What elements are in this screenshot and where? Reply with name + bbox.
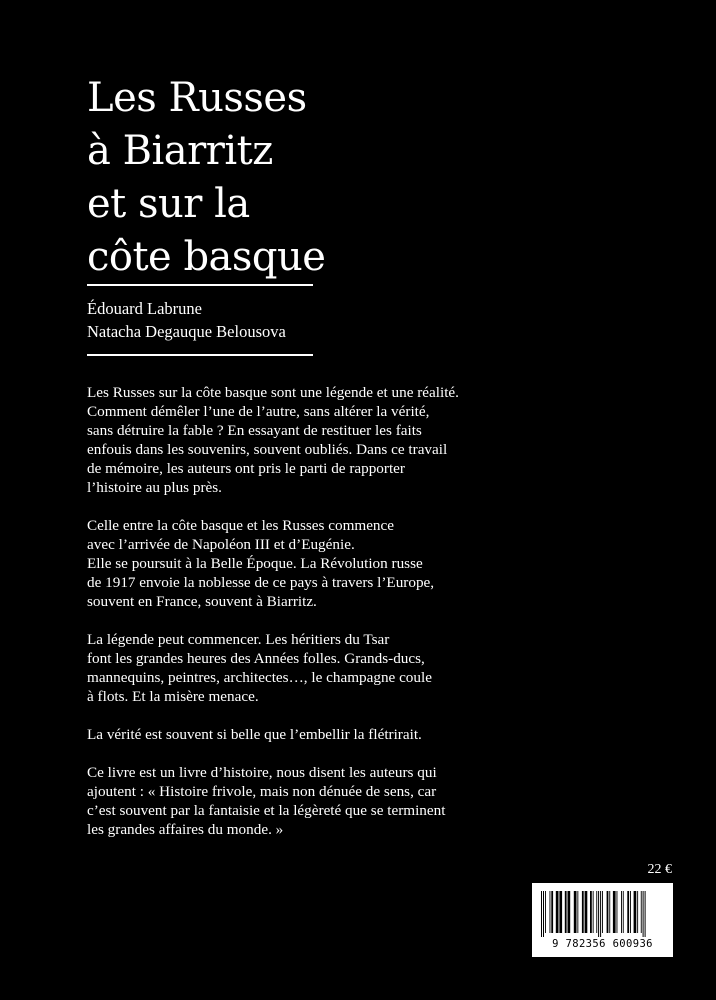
barcode-bar	[568, 891, 571, 933]
barcode-bar	[623, 891, 624, 933]
barcode-bar	[556, 891, 559, 933]
blurb-line: de mémoire, les auteurs ont pris le parti de rapporter	[87, 460, 405, 477]
isbn-number: 9 782356 600936	[552, 938, 653, 950]
bottom-divider	[87, 354, 313, 356]
barcode-bar	[609, 891, 610, 933]
authors	[87, 297, 286, 343]
blurb-paragraph	[87, 763, 687, 839]
blurb-line: à flots. Et la misère menace.	[87, 688, 259, 705]
author-name: Édouard Labrune	[87, 299, 202, 318]
barcode-bar	[645, 891, 646, 937]
blurb-line: Ce livre est un livre d’histoire, nous disent les auteurs qui	[87, 764, 437, 781]
blurb-line: La vérité est souvent si belle que l’embellir la flétrirait.	[87, 726, 422, 743]
barcode-bar	[602, 891, 603, 933]
barcode-bar	[613, 891, 616, 933]
blurb-paragraph	[87, 516, 687, 611]
barcode-bar	[585, 891, 588, 933]
barcode-bar	[600, 891, 601, 937]
blurb-paragraph	[87, 630, 687, 706]
barcode-bar	[598, 891, 599, 937]
blurb-line: ajoutent : « Histoire frivole, mais non dénuée de sens, car	[87, 783, 437, 800]
blurb-line: l’histoire au plus près.	[87, 479, 222, 496]
barcode-bar	[634, 891, 637, 933]
title-line: côte basque	[87, 234, 326, 280]
barcode-bar	[577, 891, 578, 933]
blurb-line: souvent en France, souvent à Biarritz.	[87, 593, 317, 610]
barcode-bar	[582, 891, 584, 933]
blurb-line: Comment démêler l’une de l’autre, sans altérer la vérité,	[87, 403, 430, 420]
barcode-bar	[559, 891, 562, 933]
barcode-bar	[641, 891, 642, 933]
barcode-bar	[643, 891, 644, 937]
blurb-line: c’est souvent par la fantaisie et la légèreté que se terminent	[87, 802, 446, 819]
barcode-bar	[545, 891, 546, 933]
title-line: Les Russes	[87, 75, 307, 121]
barcode-bars	[540, 891, 665, 937]
barcode-bar	[541, 891, 542, 937]
blurb-line: enfouis dans les souvenirs, souvent oubliés. Dans ce travail	[87, 441, 448, 458]
author-name: Natacha Degauque Belousova	[87, 322, 286, 341]
blurb-line: mannequins, peintres, architectes…, le champagne coule	[87, 669, 432, 686]
blurb-line: font les grandes heures des Années folles. Grands-ducs,	[87, 650, 425, 667]
barcode-bar	[607, 891, 609, 933]
blurb-line: sans détruire la fable ? En essayant de restituer les faits	[87, 422, 422, 439]
price-label: 22 €	[647, 862, 672, 877]
barcode-bar	[621, 891, 622, 933]
blurb-line: Celle entre la côte basque et les Russes commence	[87, 517, 395, 534]
barcode-bar	[593, 891, 594, 933]
blurb-line: La légende peut commencer. Les héritiers du Tsar	[87, 631, 390, 648]
barcode-bar	[596, 891, 597, 933]
barcode-bar	[550, 891, 551, 933]
barcode-bar	[627, 891, 629, 933]
blurb	[87, 383, 687, 858]
blurb-paragraph	[87, 725, 687, 744]
blurb-line: avec l’arrivée de Napoléon III et d’Eugénie.	[87, 536, 355, 553]
book-title	[87, 72, 325, 284]
barcode-bar	[551, 891, 553, 933]
blurb-line: de 1917 envoie la noblesse de ce pays à travers l’Europe,	[87, 574, 435, 591]
barcode-bar	[637, 891, 638, 933]
title-line: à Biarritz	[87, 128, 273, 174]
blurb-line: Elle se poursuit à la Belle Époque. La Révolution russe	[87, 555, 423, 572]
barcode-bar	[565, 891, 567, 933]
isbn-barcode	[532, 883, 673, 957]
barcode-bar	[630, 891, 631, 933]
title-line: et sur la	[87, 181, 250, 227]
blurb-line: les grandes affaires du monde. »	[87, 821, 284, 838]
barcode-bar	[574, 891, 577, 933]
barcode-bar	[617, 891, 618, 933]
blurb-paragraph	[87, 383, 687, 497]
blurb-line: Les Russes sur la côte basque sont une légende et une réalité.	[87, 384, 459, 401]
top-divider	[87, 284, 313, 286]
barcode-bar	[543, 891, 544, 937]
barcode-bar	[590, 891, 592, 933]
